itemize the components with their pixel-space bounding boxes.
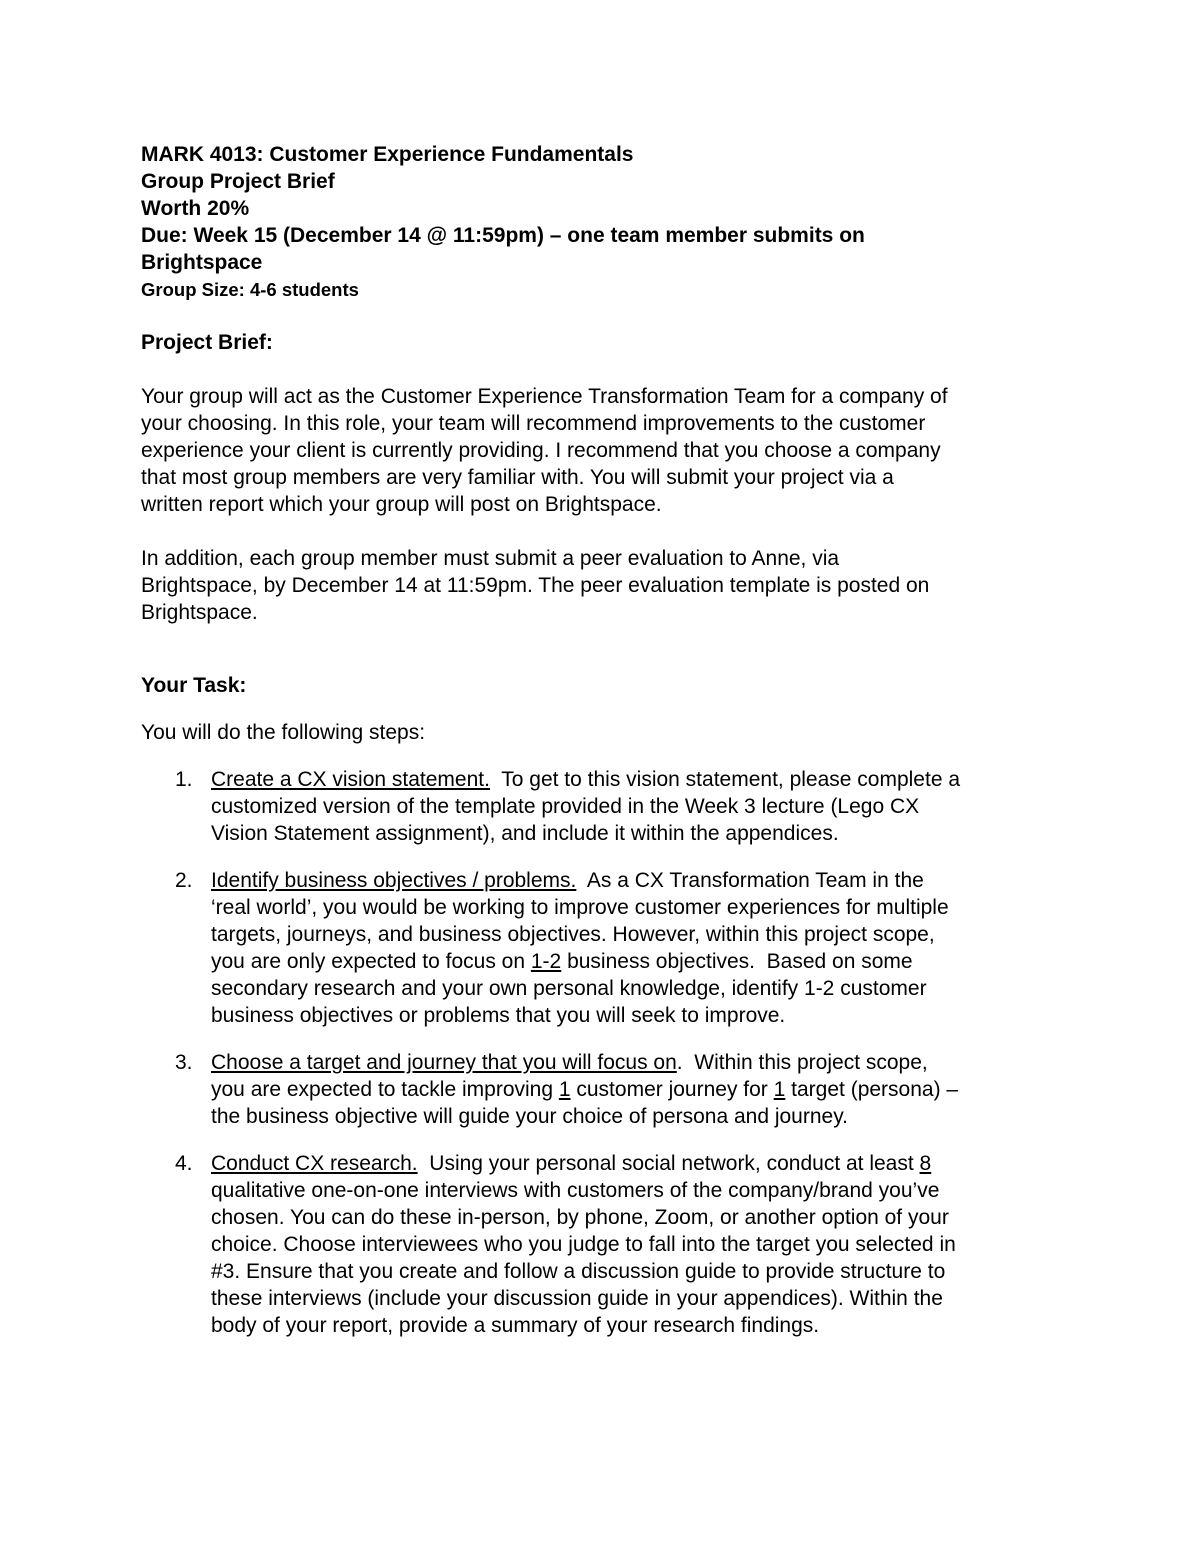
step-text: you are expected to tackle improving: [211, 1078, 559, 1101]
your-task-heading: Your Task:: [141, 674, 247, 697]
due-line-cont: Brightspace: [141, 251, 263, 274]
text-line: Your group will act as the Customer Experience Transformation Team for a company of: [141, 385, 948, 408]
project-brief-heading: Project Brief:: [141, 331, 273, 354]
step-title: Conduct CX research.: [211, 1152, 418, 1175]
step-number: 3.: [175, 1051, 193, 1074]
worth-line: Worth 20%: [141, 197, 250, 220]
step-emphasis: 1: [773, 1078, 786, 1101]
step-number: 2.: [175, 869, 193, 892]
step-number: 4.: [175, 1152, 193, 1175]
task-step-2: [141, 867, 1066, 1029]
group-size-line: Group Size: 4-6 students: [141, 279, 359, 300]
task-step-3: [141, 1049, 1066, 1130]
text-line: experience your client is currently providing. I recommend that you choose a company: [141, 439, 941, 462]
step-emphasis: 1-2: [530, 950, 562, 973]
project-brief-paragraph-2: [141, 545, 1066, 626]
step-text: Vision Statement assignment), and include it within the appendices.: [211, 822, 839, 845]
step-text: body of your report, provide a summary of your research findings.: [211, 1314, 820, 1337]
step-text: To get to this vision statement, please complete a: [489, 768, 961, 791]
text-line: your choosing. In this role, your team will recommend improvements to the customer: [141, 412, 926, 435]
step-emphasis: 8: [919, 1152, 932, 1175]
step-number: 1.: [175, 768, 193, 791]
step-text: #3. Ensure that you create and follow a discussion guide to provide structure to: [211, 1260, 946, 1283]
document-title: Group Project Brief: [141, 170, 335, 193]
task-intro: You will do the following steps:: [141, 721, 426, 744]
step-text: qualitative one-on-one interviews with customers of the company/brand you’ve: [211, 1179, 940, 1202]
task-step-4: [141, 1150, 1066, 1339]
step-text: secondary research and your own personal knowledge, identify 1-2 customer: [211, 977, 927, 1000]
step-text: you are only expected to focus on: [211, 950, 531, 973]
step-title: Create a CX vision statement.: [211, 768, 490, 791]
step-text: customer journey for: [570, 1078, 774, 1101]
document-header: [141, 141, 1066, 303]
step-title: Identify business objectives / problems.: [211, 869, 577, 892]
step-text: ‘real world’, you would be working to improve customer experiences for multiple: [211, 896, 949, 919]
project-brief-paragraph-1: [141, 383, 1066, 518]
step-text: choice. Choose interviewees who you judge to fall into the target you selected in: [211, 1233, 956, 1256]
step-text: target (persona) –: [785, 1078, 959, 1101]
text-line: In addition, each group member must submit a peer evaluation to Anne, via: [141, 547, 840, 570]
step-text: customized version of the template provided in the Week 3 lecture (Lego CX: [211, 795, 920, 818]
text-line: Brightspace, by December 14 at 11:59pm. The peer evaluation template is posted on: [141, 574, 930, 597]
step-text: targets, journeys, and business objectives. However, within this project scope,: [211, 923, 935, 946]
text-line: Brightspace.: [141, 601, 258, 624]
step-text: business objectives or problems that you will seek to improve.: [211, 1004, 786, 1027]
your-task-section: [141, 672, 1066, 1339]
document-page: [141, 141, 1066, 1359]
step-text: chosen. You can do these in-person, by phone, Zoom, or another option of your: [211, 1206, 949, 1229]
project-brief-section: [141, 329, 1066, 626]
due-line: Due: Week 15 (December 14 @ 11:59pm) – one team member submits on: [141, 224, 865, 247]
step-text: Using your personal social network, conduct at least: [417, 1152, 920, 1175]
text-line: written report which your group will post on Brightspace.: [141, 493, 662, 516]
step-text: the business objective will guide your choice of persona and journey.: [211, 1105, 848, 1128]
step-text: As a CX Transformation Team in the: [576, 869, 924, 892]
step-text: . Within this project scope,: [676, 1051, 928, 1074]
task-step-1: [141, 766, 1066, 847]
step-emphasis: 1: [558, 1078, 571, 1101]
step-text: these interviews (include your discussion guide in your appendices). Within the: [211, 1287, 943, 1310]
task-steps-list: [141, 766, 1066, 1339]
step-title: Choose a target and journey that you will focus on: [211, 1051, 677, 1074]
text-line: that most group members are very familiar with. You will submit your project via a: [141, 466, 894, 489]
course-title: MARK 4013: Customer Experience Fundamentals: [141, 143, 634, 166]
step-text: business objectives. Based on some: [561, 950, 913, 973]
